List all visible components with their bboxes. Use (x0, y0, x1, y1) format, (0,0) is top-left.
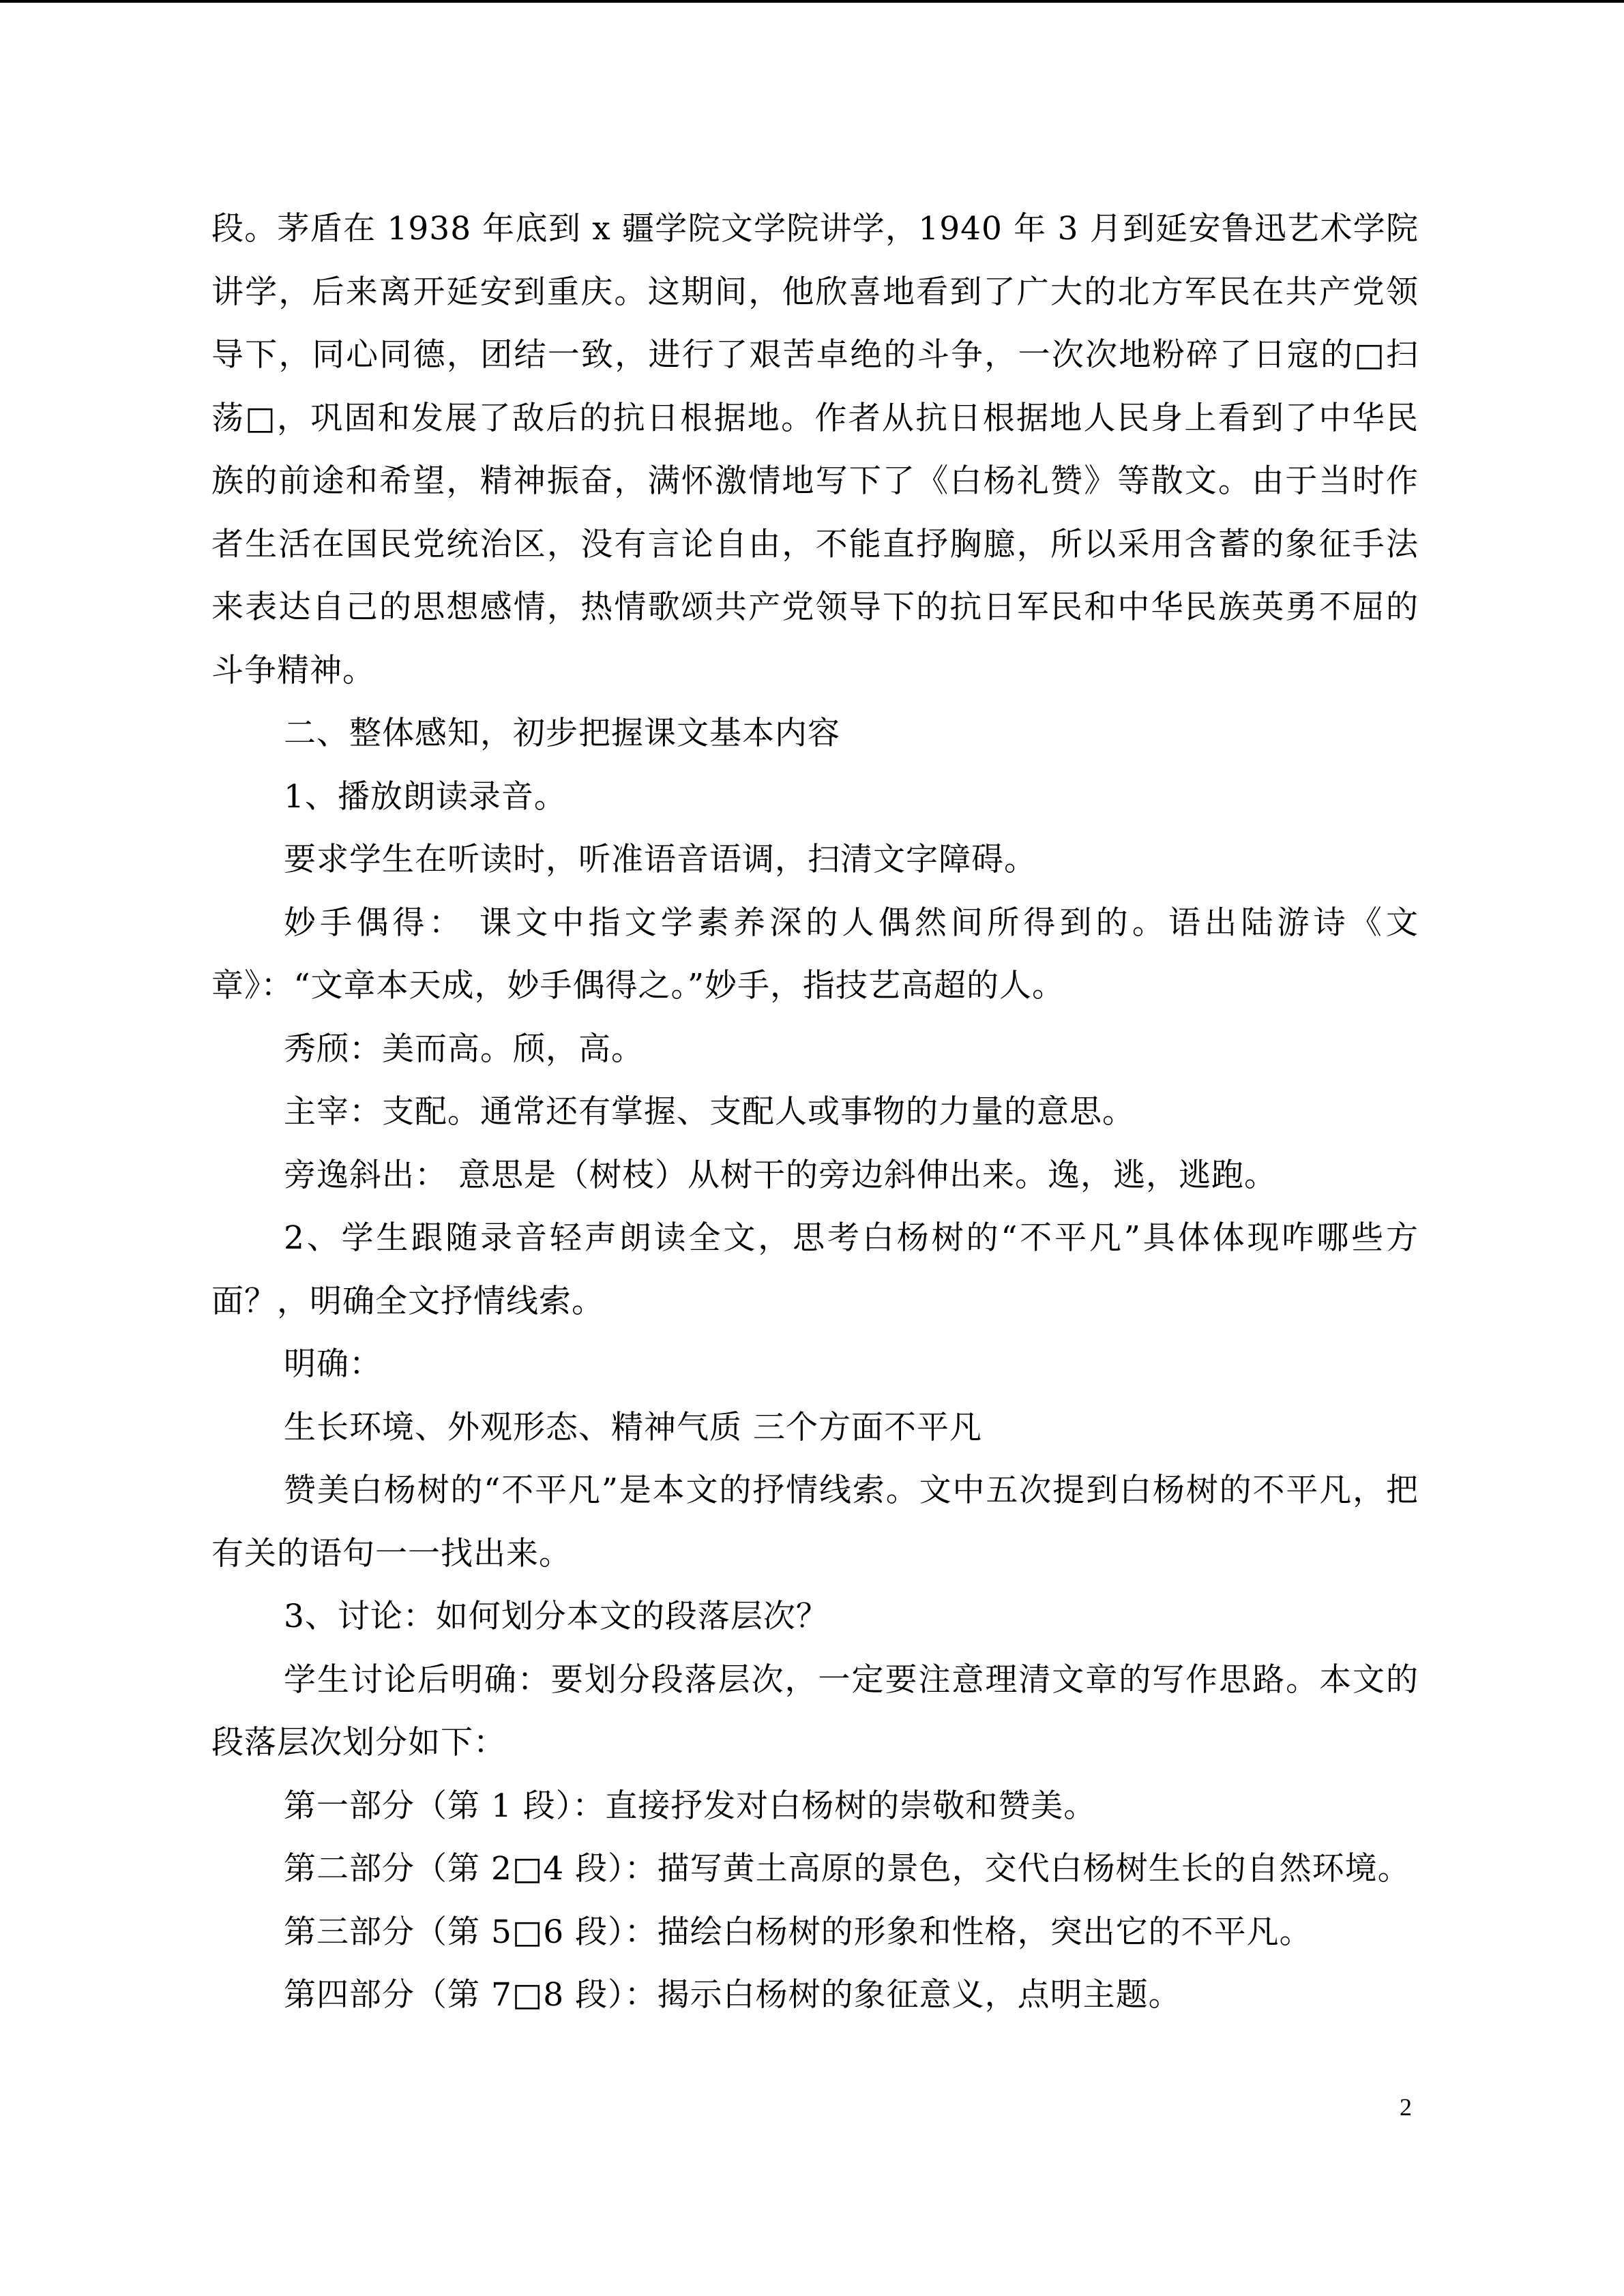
clarify-label: 明确： (284, 1345, 382, 1383)
three-aspects: 生长环境、外观形态、精神气质 三个方面不平凡 (284, 1408, 982, 1446)
paragraph-background: 段。茅盾在 1938 年底到 x 疆学院文学院讲学，1940 年 3 月到延安鲁迅艺术学院讲学，后来离开延安到重庆。这期间，他欣喜地看到了广大的北方军民在共产党领导下，同心同德，团结一致，进行了艰苦卓绝的斗争，一次次地粉碎了日寇的□扫荡□，巩固和发展了敌后的抗日根据地。作者从抗日根据地人民身上看到了中华民族的前途和希望，精神振奋，满怀激情地写下了《白杨礼赞》等散文。由于当时作者生活在国民党统治区，没有言论自由，不能直抒胸臆，所以采用含蓄的象征手法来表达自己的思想感情，热情歌颂共产党领导下的抗日军民和中华民族英勇不屈的斗争精神。 (211, 210, 1419, 689)
document-body (211, 198, 1419, 2027)
step-discussion: 3、讨论：如何划分本文的段落层次？ (284, 1598, 829, 1635)
listening-requirement: 要求学生在听读时，听准语音语调，扫清文字障碍。 (284, 841, 1037, 878)
part-two: 第二部分（第 2□4 段）：描写黄土高原的景色，交代白杨树生长的自然环境。 (284, 1850, 1411, 1888)
part-four: 第四部分（第 7□8 段）：揭示白杨树的象征意义，点明主题。 (284, 1976, 1181, 2014)
vocab-zhuzai: 主宰：支配。通常还有掌握、支配人或事物的力量的意思。 (284, 1093, 1135, 1131)
top-border-line (0, 0, 1624, 3)
part-three: 第三部分（第 5□6 段）：描绘白杨树的形象和性格，突出它的不平凡。 (284, 1913, 1312, 1951)
vocab-miaoshououde: 妙手偶得： 课文中指文学素养深的人偶然间所得到的。语出陆游诗《文章》：“文章本天成，妙手偶得之。”妙手，指技艺高超的人。 (211, 904, 1419, 1004)
vocab-xiuqi: 秀颀：美而高。颀，高。 (284, 1030, 644, 1068)
vocab-pangyixiechu: 旁逸斜出： 意思是（树枝）从树干的旁边斜伸出来。逸，逃，逃跑。 (284, 1156, 1277, 1194)
step-read-along: 2、学生跟随录音轻声朗读全文，思考白杨树的“不平凡”具体体现咋哪些方面？，明确全文抒情线索。 (211, 1219, 1419, 1320)
section-heading-overview: 二、整体感知，初步把握课文基本内容 (284, 715, 840, 752)
step-play-recording: 1、播放朗读录音。 (284, 777, 567, 816)
discussion-conclusion: 学生讨论后明确：要划分段落层次，一定要注意理清文章的写作思路。本文的段落层次划分如下： (211, 1660, 1419, 1761)
part-one: 第一部分（第 1 段）：直接抒发对白杨树的崇敬和赞美。 (284, 1787, 1097, 1825)
page-number: 2 (1400, 2093, 1412, 2121)
lyric-thread: 赞美白杨树的“不平凡”是本文的抒情线索。文中五次提到白杨树的不平凡，把有关的语句一一找出来。 (211, 1472, 1419, 1572)
